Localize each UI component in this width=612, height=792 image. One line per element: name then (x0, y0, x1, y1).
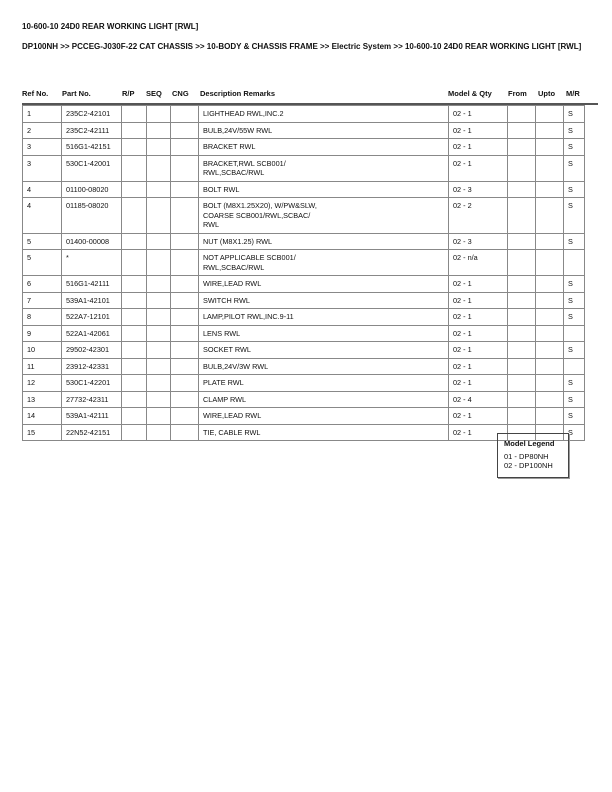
description-cell: SOCKET RWL (199, 342, 449, 359)
part-no-cell: * (62, 250, 122, 276)
seq-cell (147, 250, 171, 276)
ref-cell: 5 (23, 233, 62, 250)
table-row (23, 391, 599, 408)
from-cell (508, 155, 536, 181)
mr-cell: S (564, 181, 585, 198)
model-qty-cell: 02 - 1 (449, 309, 508, 326)
seq-cell (147, 342, 171, 359)
col-qty: Model & Qty (448, 89, 492, 98)
model-qty-cell: 02 - 1 (449, 358, 508, 375)
rp-cell (122, 358, 147, 375)
seq-cell (147, 122, 171, 139)
part-no-cell: 29502-42301 (62, 342, 122, 359)
rp-cell (122, 391, 147, 408)
description-cell: LIGHTHEAD RWL,INC.2 (199, 106, 449, 123)
upto-cell (536, 106, 564, 123)
description-cell: BULB,24V/55W RWL (199, 122, 449, 139)
ref-cell: 3 (23, 155, 62, 181)
spacer-cell (585, 198, 599, 234)
ref-cell: 14 (23, 408, 62, 425)
mr-cell: S (564, 198, 585, 234)
mr-cell: S (564, 408, 585, 425)
col-from: From (508, 89, 527, 98)
part-no-cell: 23912-42331 (62, 358, 122, 375)
table-row (23, 325, 599, 342)
model-qty-cell: 02 - 1 (449, 408, 508, 425)
ref-cell: 3 (23, 139, 62, 156)
cng-cell (171, 408, 199, 425)
description-cell: BOLT (M8X1.25X20), W/PW&SLW, COARSE SCB001/RWL,SCBAC/ RWL (199, 198, 449, 234)
mr-cell: S (564, 342, 585, 359)
spacer-cell (585, 391, 599, 408)
cng-cell (171, 276, 199, 293)
seq-cell (147, 358, 171, 375)
rp-cell (122, 139, 147, 156)
cng-cell (171, 155, 199, 181)
spacer-cell (585, 375, 599, 392)
cng-cell (171, 198, 199, 234)
model-qty-cell: 02 - 1 (449, 139, 508, 156)
table-row (23, 155, 599, 181)
model-qty-cell: 02 - 3 (449, 233, 508, 250)
seq-cell (147, 198, 171, 234)
table-row (23, 292, 599, 309)
mr-cell: S (564, 375, 585, 392)
model-qty-cell: 02 - 1 (449, 424, 508, 441)
rp-cell (122, 106, 147, 123)
upto-cell (536, 122, 564, 139)
rp-cell (122, 375, 147, 392)
mr-cell: S (564, 155, 585, 181)
col-seq: SEQ (146, 89, 162, 98)
mr-cell: S (564, 292, 585, 309)
from-cell (508, 122, 536, 139)
seq-cell (147, 106, 171, 123)
spacer-cell (585, 276, 599, 293)
spacer-cell (585, 358, 599, 375)
from-cell (508, 309, 536, 326)
upto-cell (536, 358, 564, 375)
model-qty-cell: 02 - 1 (449, 106, 508, 123)
part-no-cell: 27732-42311 (62, 391, 122, 408)
rp-cell (122, 250, 147, 276)
col-mr: M/R (566, 89, 580, 98)
table-row (23, 276, 599, 293)
col-upto: Upto (538, 89, 556, 98)
upto-cell (536, 391, 564, 408)
mr-cell (564, 325, 585, 342)
table-row (23, 358, 599, 375)
from-cell (508, 342, 536, 359)
seq-cell (147, 233, 171, 250)
description-cell: BRACKET RWL (199, 139, 449, 156)
ref-cell: 13 (23, 391, 62, 408)
mr-cell (564, 250, 585, 276)
seq-cell (147, 309, 171, 326)
legend-title: Model Legend (504, 439, 555, 448)
table-row (23, 181, 599, 198)
description-cell: CLAMP RWL (199, 391, 449, 408)
description-cell: TIE, CABLE RWL (199, 424, 449, 441)
ref-cell: 5 (23, 250, 62, 276)
table-row (23, 408, 599, 425)
from-cell (508, 139, 536, 156)
part-no-cell: 01400-00008 (62, 233, 122, 250)
part-no-cell: 530C1-42001 (62, 155, 122, 181)
upto-cell (536, 276, 564, 293)
model-qty-cell: 02 - 2 (449, 198, 508, 234)
mr-cell: S (564, 106, 585, 123)
page-title: 10-600-10 24D0 REAR WORKING LIGHT [RWL] (22, 22, 199, 31)
rp-cell (122, 325, 147, 342)
mr-cell (564, 358, 585, 375)
ref-cell: 11 (23, 358, 62, 375)
mr-cell: S (564, 276, 585, 293)
ref-cell: 6 (23, 276, 62, 293)
part-no-cell: 01185-08020 (62, 198, 122, 234)
description-cell: WIRE,LEAD RWL (199, 408, 449, 425)
cng-cell (171, 292, 199, 309)
upto-cell (536, 292, 564, 309)
from-cell (508, 325, 536, 342)
part-no-cell: 01100-08020 (62, 181, 122, 198)
ref-cell: 4 (23, 198, 62, 234)
model-qty-cell: 02 - 3 (449, 181, 508, 198)
description-cell: BOLT RWL (199, 181, 449, 198)
model-qty-cell: 02 - 1 (449, 276, 508, 293)
mr-cell: S (564, 309, 585, 326)
rp-cell (122, 292, 147, 309)
description-cell: LENS RWL (199, 325, 449, 342)
cng-cell (171, 106, 199, 123)
model-qty-cell: 02 - 1 (449, 292, 508, 309)
from-cell (508, 106, 536, 123)
cng-cell (171, 181, 199, 198)
upto-cell (536, 181, 564, 198)
description-cell: BRACKET,RWL SCB001/ RWL,SCBAC/RWL (199, 155, 449, 181)
from-cell (508, 198, 536, 234)
upto-cell (536, 309, 564, 326)
seq-cell (147, 375, 171, 392)
part-no-cell: 516G1-42151 (62, 139, 122, 156)
cng-cell (171, 250, 199, 276)
seq-cell (147, 292, 171, 309)
from-cell (508, 292, 536, 309)
ref-cell: 2 (23, 122, 62, 139)
spacer-cell (585, 408, 599, 425)
rp-cell (122, 181, 147, 198)
description-cell: WIRE,LEAD RWL (199, 276, 449, 293)
ref-cell: 15 (23, 424, 62, 441)
part-no-cell: 235C2-42101 (62, 106, 122, 123)
from-cell (508, 391, 536, 408)
table-row (23, 250, 599, 276)
col-cng: CNG (172, 89, 189, 98)
model-qty-cell: 02 - 4 (449, 391, 508, 408)
cng-cell (171, 342, 199, 359)
from-cell (508, 233, 536, 250)
mr-cell: S (564, 139, 585, 156)
part-no-cell: 530C1-42201 (62, 375, 122, 392)
mr-cell: S (564, 233, 585, 250)
spacer-cell (585, 424, 599, 441)
spacer-cell (585, 325, 599, 342)
rp-cell (122, 122, 147, 139)
description-cell: SWITCH RWL (199, 292, 449, 309)
table-row (23, 198, 599, 234)
table-row (23, 309, 599, 326)
mr-cell: S (564, 122, 585, 139)
rp-cell (122, 309, 147, 326)
table-row (23, 342, 599, 359)
col-part: Part No. (62, 89, 91, 98)
table-header (22, 89, 598, 105)
seq-cell (147, 276, 171, 293)
model-legend (497, 433, 569, 478)
legend-item: 02 - DP100NH (504, 461, 553, 470)
upto-cell (536, 325, 564, 342)
from-cell (508, 276, 536, 293)
ref-cell: 9 (23, 325, 62, 342)
table-row (23, 139, 599, 156)
cng-cell (171, 391, 199, 408)
part-no-cell: 516G1-42111 (62, 276, 122, 293)
cng-cell (171, 358, 199, 375)
seq-cell (147, 155, 171, 181)
part-no-cell: 522A1-42061 (62, 325, 122, 342)
upto-cell (536, 155, 564, 181)
upto-cell (536, 342, 564, 359)
part-no-cell: 522A7-12101 (62, 309, 122, 326)
part-no-cell: 22N52-42151 (62, 424, 122, 441)
spacer-cell (585, 106, 599, 123)
rp-cell (122, 155, 147, 181)
model-qty-cell: 02 - 1 (449, 325, 508, 342)
cng-cell (171, 309, 199, 326)
model-qty-cell: 02 - 1 (449, 122, 508, 139)
table-row (23, 106, 599, 123)
upto-cell (536, 250, 564, 276)
spacer-cell (585, 233, 599, 250)
rp-cell (122, 198, 147, 234)
upto-cell (536, 233, 564, 250)
cng-cell (171, 424, 199, 441)
from-cell (508, 408, 536, 425)
legend-item: 01 - DP80NH (504, 452, 549, 461)
breadcrumb: DP100NH >> PCCEG-J030F-22 CAT CHASSIS >> 10-BODY & CHASSIS FRAME >> Electric System >> 10-600-10 24D0 REAR WORKING LIGHT [RWL] (22, 42, 582, 51)
spacer-cell (585, 342, 599, 359)
seq-cell (147, 181, 171, 198)
description-cell: PLATE RWL (199, 375, 449, 392)
spacer-cell (585, 122, 599, 139)
table-row (23, 375, 599, 392)
cng-cell (171, 325, 199, 342)
ref-cell: 7 (23, 292, 62, 309)
ref-cell: 8 (23, 309, 62, 326)
from-cell (508, 358, 536, 375)
model-qty-cell: 02 - 1 (449, 375, 508, 392)
cng-cell (171, 233, 199, 250)
description-cell: LAMP,PILOT RWL,INC.9-11 (199, 309, 449, 326)
rp-cell (122, 424, 147, 441)
table-row (23, 233, 599, 250)
upto-cell (536, 375, 564, 392)
from-cell (508, 375, 536, 392)
description-cell: NUT (M8X1.25) RWL (199, 233, 449, 250)
rp-cell (122, 233, 147, 250)
seq-cell (147, 325, 171, 342)
ref-cell: 1 (23, 106, 62, 123)
parts-table (22, 105, 599, 441)
spacer-cell (585, 181, 599, 198)
mr-cell: S (564, 424, 585, 441)
col-desc: Description Remarks (200, 89, 276, 98)
col-rp: R/P (122, 89, 135, 98)
spacer-cell (585, 292, 599, 309)
model-qty-cell: 02 - n/a (449, 250, 508, 276)
description-cell: BULB,24V/3W RWL (199, 358, 449, 375)
ref-cell: 12 (23, 375, 62, 392)
rp-cell (122, 342, 147, 359)
from-cell (508, 181, 536, 198)
part-no-cell: 235C2-42111 (62, 122, 122, 139)
seq-cell (147, 391, 171, 408)
upto-cell (536, 139, 564, 156)
spacer-cell (585, 309, 599, 326)
rp-cell (122, 408, 147, 425)
col-ref: Ref No. (22, 89, 49, 98)
ref-cell: 4 (23, 181, 62, 198)
model-qty-cell: 02 - 1 (449, 342, 508, 359)
upto-cell (536, 198, 564, 234)
seq-cell (147, 139, 171, 156)
mr-cell: S (564, 391, 585, 408)
rp-cell (122, 276, 147, 293)
description-cell: NOT APPLICABLE SCB001/ RWL,SCBAC/RWL (199, 250, 449, 276)
cng-cell (171, 375, 199, 392)
from-cell (508, 250, 536, 276)
spacer-cell (585, 250, 599, 276)
spacer-cell (585, 139, 599, 156)
table-row (23, 122, 599, 139)
cng-cell (171, 122, 199, 139)
seq-cell (147, 408, 171, 425)
spacer-cell (585, 155, 599, 181)
cng-cell (171, 139, 199, 156)
part-no-cell: 539A1-42101 (62, 292, 122, 309)
ref-cell: 10 (23, 342, 62, 359)
upto-cell (536, 408, 564, 425)
part-no-cell: 539A1-42111 (62, 408, 122, 425)
seq-cell (147, 424, 171, 441)
model-qty-cell: 02 - 1 (449, 155, 508, 181)
